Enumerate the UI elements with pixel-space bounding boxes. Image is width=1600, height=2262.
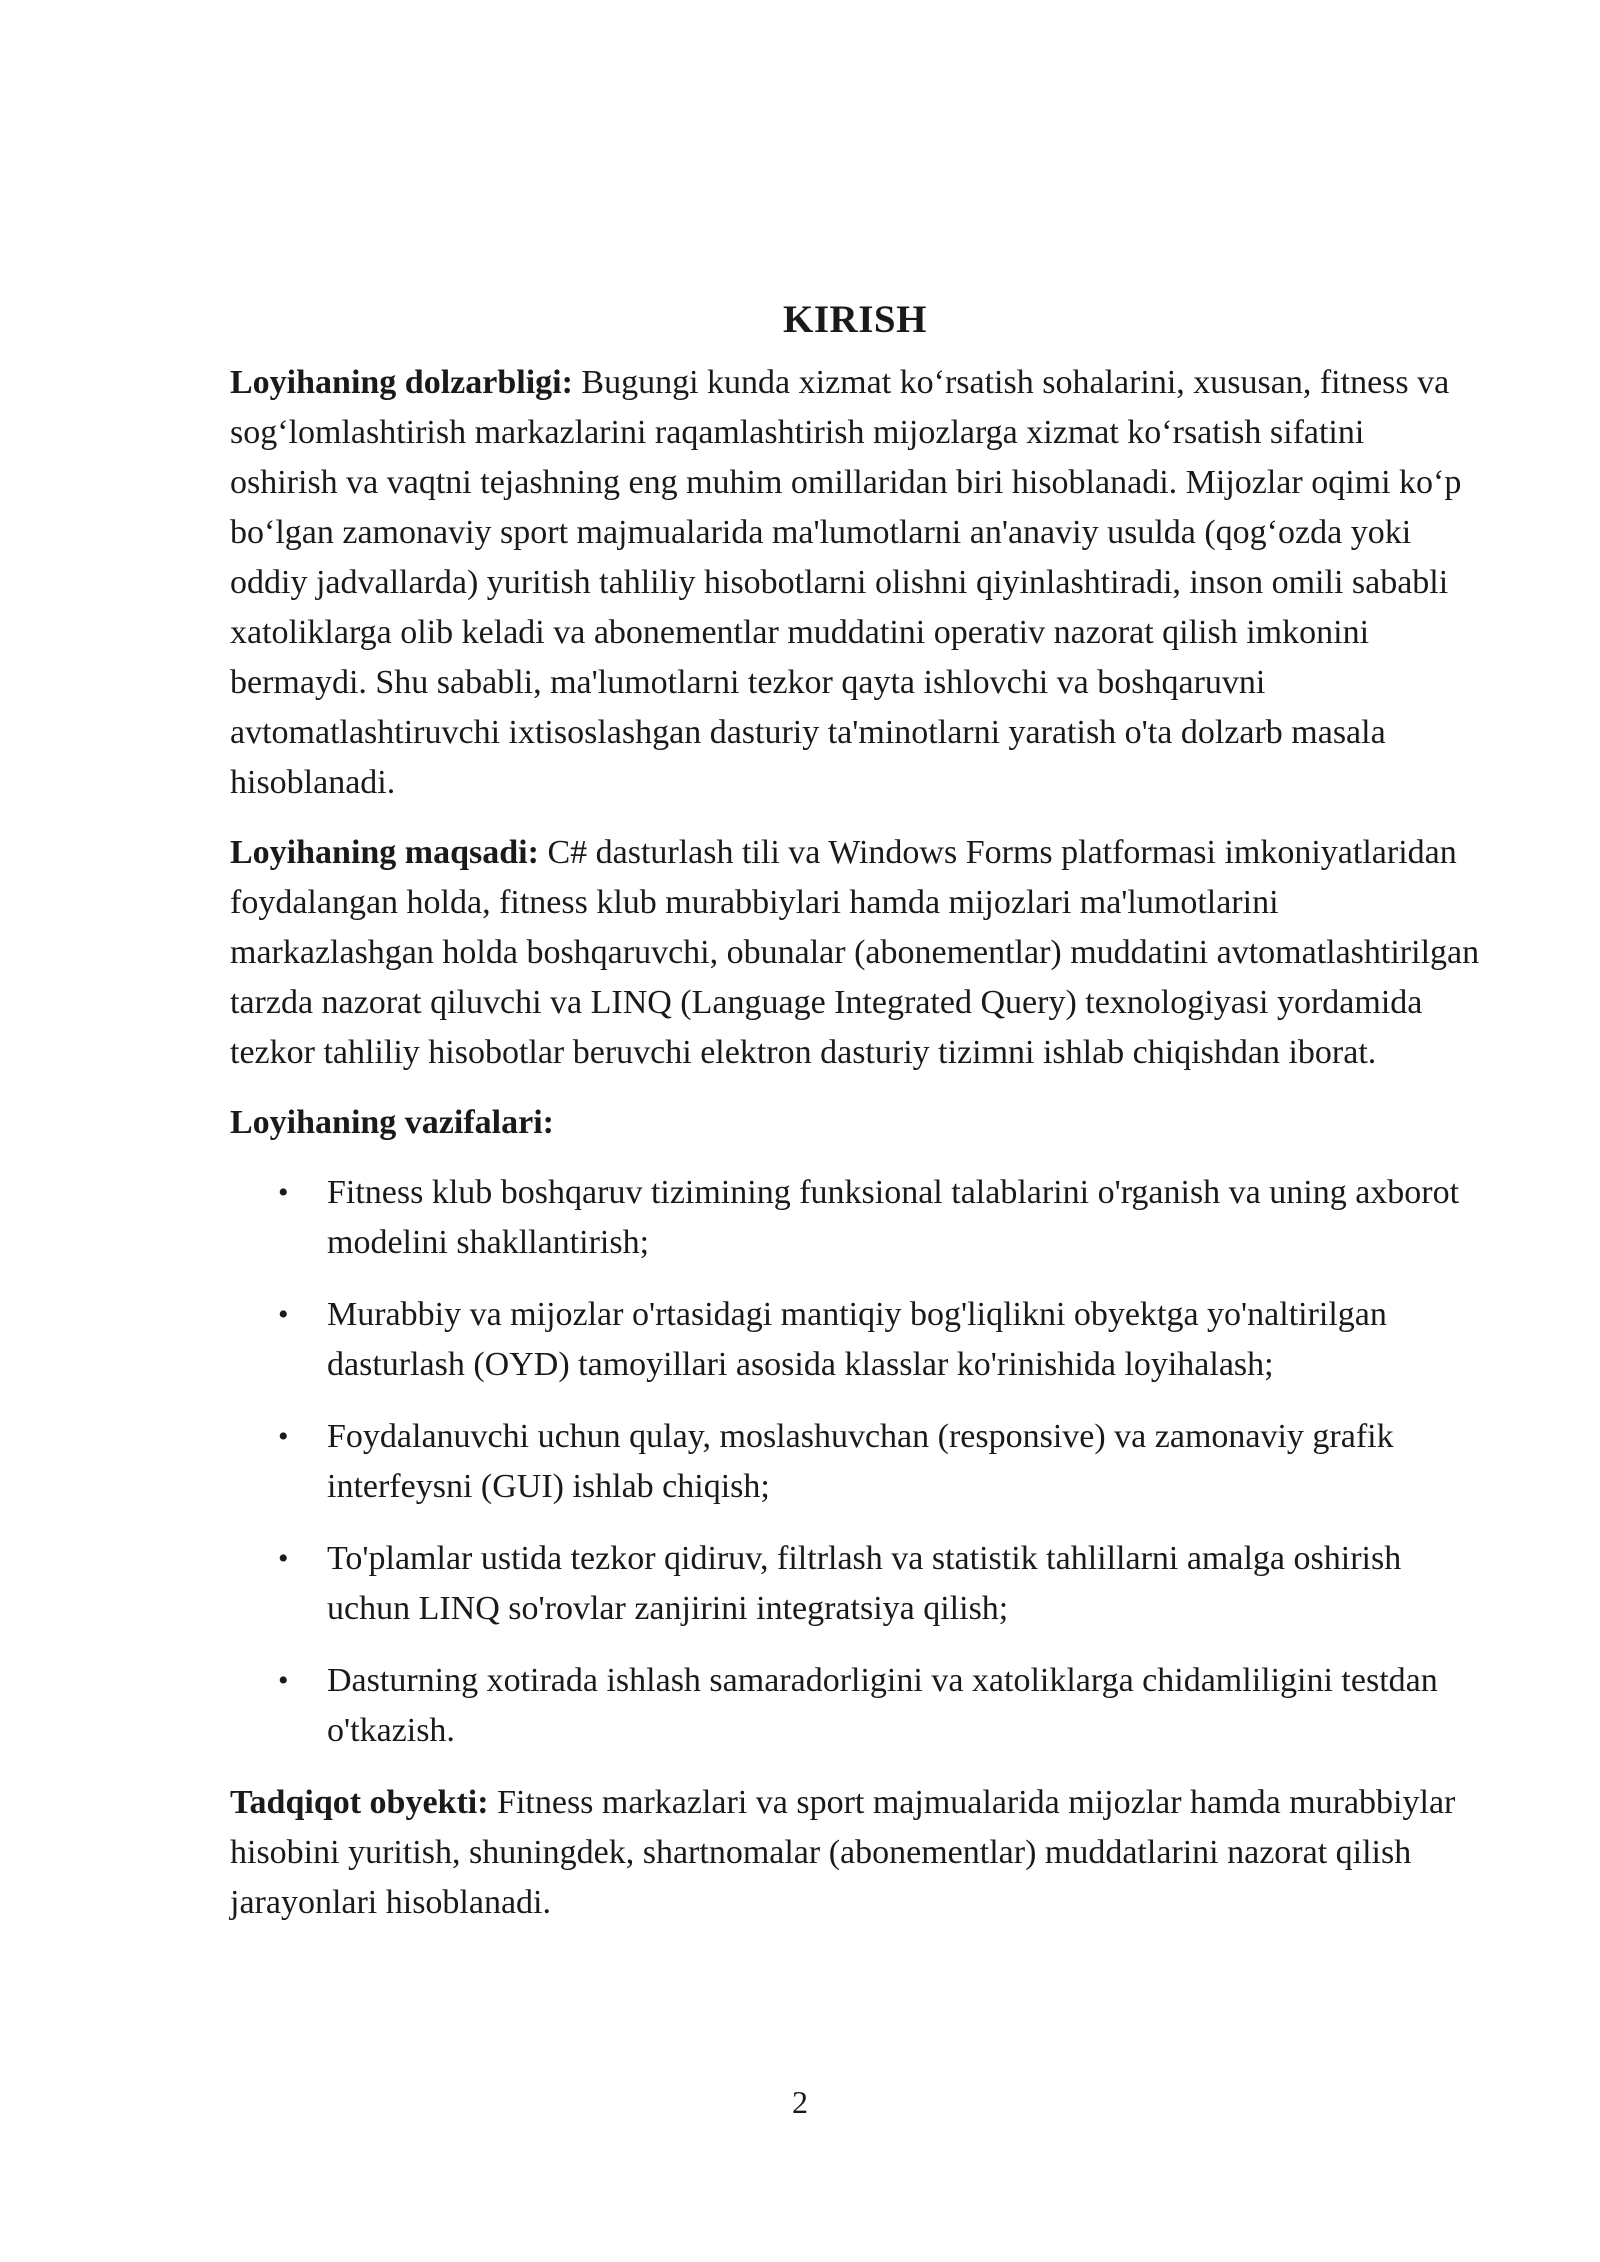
document-page — [230, 290, 1480, 1948]
list-item-text: Fitness klub boshqaruv tizimining funksional talablarini o'rganish va uning axborot modelini shakllantirish; — [327, 1174, 1460, 1261]
tasks-list — [230, 1168, 1480, 1756]
object-label: Tadqiqot obyekti: — [230, 1784, 489, 1821]
list-item — [230, 1412, 1480, 1512]
list-item-text: Foydalanuvchi uchun qulay, moslashuvchan (responsive) va zamonaviy grafik interfeysni (GUI) ishlab chiqish; — [327, 1418, 1394, 1505]
bullet-icon: • — [278, 1176, 289, 1209]
tasks-heading — [230, 1098, 1480, 1148]
object-text: Fitness markazlari va sport majmualarida mijozlar hamda murabbiylar hisobini yuritish, shuningdek, shartnomalar (abonementlar) muddatlarini nazorat qilish jarayonlari hisoblanadi. — [230, 1784, 1456, 1921]
page-title: KIRISH — [783, 298, 927, 341]
goal-text: C# dasturlash tili va Windows Forms platformasi imkoniyatlaridan foydalangan holda, fitness klub murabbiylari hamda mijozlari ma'lumotlarini markazlashgan holda boshqaruvchi, obunalar (abonementlar) muddatini avtomatlashtirilgan tarzda nazorat qiluvchi va LINQ (Language Integrated Query) texnologiyasi yordamida tezkor tahliliy hisobotlar beruvchi elektron dasturiy tizimni ishlab chiqishdan iborat. — [230, 834, 1480, 1071]
bullet-icon: • — [278, 1298, 289, 1331]
list-item-text: To'plamlar ustida tezkor qidiruv, filtrlash va statistik tahlillarni amalga oshirish uchun LINQ so'rovlar zanjirini integratsiya qilish; — [327, 1540, 1402, 1627]
list-item-text: Murabbiy va mijozlar o'rtasidagi mantiqiy bog'liqlikni obyektga yo'naltirilgan dasturlash (OYD) tamoyillari asosida klasslar ko'rinishida loyihalash; — [327, 1296, 1387, 1383]
page-number: 2 — [792, 2084, 808, 2120]
bullet-icon: • — [278, 1664, 289, 1697]
goal-label: Loyihaning maqsadi: — [230, 834, 539, 871]
relevance-paragraph — [230, 358, 1480, 808]
bullet-icon: • — [278, 1542, 289, 1575]
list-item-text: Dasturning xotirada ishlash samaradorligini va xatoliklarga chidamliligini testdan o'tkazish. — [327, 1662, 1438, 1749]
bullet-icon: • — [278, 1420, 289, 1453]
relevance-text: Bugungi kunda xizmat ko‘rsatish sohalarini, xususan, fitness va sog‘lomlashtirish markazlarini raqamlashtirish mijozlarga xizmat ko‘rsatish sifatini oshirish va vaqtni tejashning eng muhim omillaridan biri hisoblanadi. Mijozlar oqimi ko‘p bo‘lgan zamonaviy sport majmualarida ma'lumotlarni an'anaviy usulda (qog‘ozda yoki oddiy jadvallarda) yuritish tahliliy hisobotlarni olishni qiyinlashtiradi, inson omili sababli xatoliklarga olib keladi va abonementlar muddatini operativ nazorat qilish imkonini bermaydi. Shu sababli, ma'lumotlarni tezkor qayta ishlovchi va boshqaruvni avtomatlashtiruvchi ixtisoslashgan dasturiy ta'minotlarni yaratish o'ta dolzarb masala hisoblanadi. — [230, 364, 1462, 801]
object-paragraph — [230, 1778, 1480, 1928]
relevance-label: Loyihaning dolzarbligi: — [230, 364, 573, 401]
list-item — [230, 1534, 1480, 1634]
list-item — [230, 1168, 1480, 1268]
goal-paragraph — [230, 828, 1480, 1078]
list-item — [230, 1656, 1480, 1756]
tasks-label: Loyihaning vazifalari: — [230, 1104, 554, 1141]
list-item — [230, 1290, 1480, 1390]
